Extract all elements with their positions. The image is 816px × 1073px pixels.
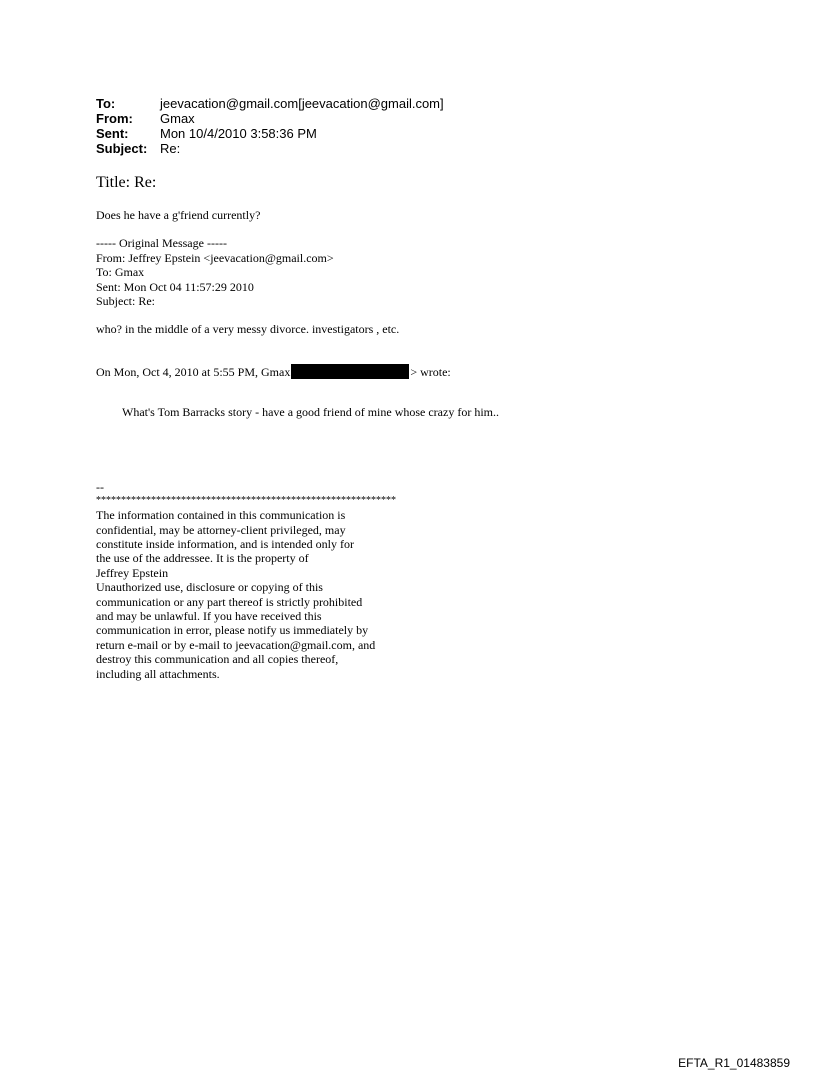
to-label: To:	[96, 96, 116, 111]
disclaimer	[96, 508, 736, 681]
to-value: jeevacation@gmail.com[jeevacation@gmail.com]	[160, 96, 444, 111]
original-body: who? in the middle of a very messy divorce. investigators , etc.	[96, 322, 400, 337]
disclaimer-line: including all attachments.	[96, 666, 220, 681]
to-row	[96, 96, 444, 111]
quote-intro-suffix: > wrote:	[410, 364, 451, 379]
disclaimer-line: confidential, may be attorney-client privileged, may	[96, 522, 346, 537]
document-title: Title: Re:	[96, 174, 157, 191]
from-value: Gmax	[160, 111, 195, 126]
disclaimer-line: Unauthorized use, disclosure or copying of this	[96, 580, 323, 595]
original-subject: Subject: Re:	[96, 293, 155, 308]
original-message-divider: ----- Original Message -----	[96, 236, 227, 251]
signature-stars: ************************************************************	[96, 494, 396, 506]
sent-label: Sent:	[96, 126, 129, 141]
redaction-box	[291, 364, 409, 379]
original-from: From: Jeffrey Epstein <jeevacation@gmail.com>	[96, 250, 334, 265]
disclaimer-line: communication in error, please notify us immediately by	[96, 623, 369, 638]
original-to: To: Gmax	[96, 265, 145, 280]
disclaimer-line: and may be unlawful. If you have received this	[96, 609, 322, 624]
disclaimer-line: communication or any part thereof is strictly prohibited	[96, 594, 363, 609]
document-id: EFTA_R1_01483859	[678, 1056, 790, 1070]
quoted-text: What's Tom Barracks story - have a good friend of mine whose crazy for him..	[122, 405, 499, 420]
subject-label: Subject:	[96, 141, 148, 156]
signature-dash: --	[96, 479, 104, 494]
email-body	[96, 208, 736, 681]
subject-row	[96, 141, 444, 156]
quote-intro	[96, 364, 736, 378]
sent-row	[96, 126, 444, 141]
disclaimer-line: the use of the addressee. It is the property of	[96, 551, 309, 566]
from-row	[96, 111, 444, 126]
disclaimer-line: constitute inside information, and is intended only for	[96, 537, 354, 552]
reply-text: Does he have a g'friend currently?	[96, 208, 261, 222]
subject-value: Re:	[160, 141, 181, 156]
disclaimer-line: destroy this communication and all copies thereof,	[96, 652, 339, 667]
email-header	[96, 96, 444, 156]
disclaimer-line: return e-mail or by e-mail to jeevacation@gmail.com, and	[96, 637, 376, 652]
disclaimer-line: The information contained in this communication is	[96, 508, 346, 523]
sent-value: Mon 10/4/2010 3:58:36 PM	[160, 126, 317, 141]
from-label: From:	[96, 111, 133, 126]
original-sent: Sent: Mon Oct 04 11:57:29 2010	[96, 279, 254, 294]
disclaimer-line: Jeffrey Epstein	[96, 565, 169, 580]
quote-intro-text: On Mon, Oct 4, 2010 at 5:55 PM, Gmax	[96, 364, 291, 379]
